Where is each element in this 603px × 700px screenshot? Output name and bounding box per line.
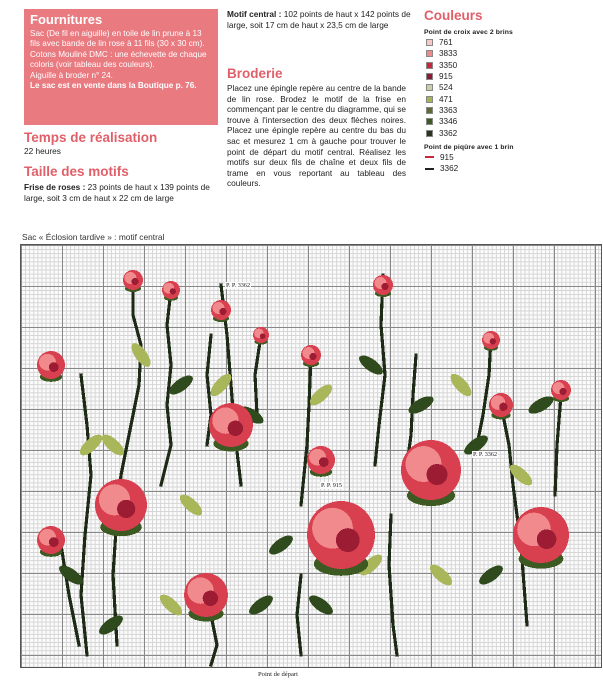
legend-croix-row (424, 60, 594, 71)
stem (297, 575, 301, 655)
legend-croix-row (424, 105, 594, 116)
pp-label-3362-right: P. P. 3362 (473, 451, 498, 458)
color-swatch (426, 130, 433, 137)
fournitures-line-4: Le sac est en vente dans la Boutique p. 76. (30, 81, 197, 91)
motif-text: 102 points de haut x 142 points de large, soit 17 cm de haut x 23,5 cm de large (227, 9, 411, 30)
fournitures-line-3: Aiguille à broder n° 24. (30, 70, 113, 80)
rose (37, 526, 65, 557)
rose (489, 393, 513, 419)
legend-croix-row (424, 82, 594, 93)
cross-stitch-grid (20, 244, 602, 668)
color-code: 3350 (439, 60, 458, 70)
stem (211, 615, 217, 665)
fournitures-title: Fournitures (30, 12, 103, 27)
taille-frise (24, 182, 218, 203)
stitch-line-swatch (425, 156, 434, 158)
frise-label: Frise de roses : (24, 182, 86, 192)
color-code: 3346 (439, 117, 458, 127)
rose (162, 281, 180, 301)
leaf (306, 592, 336, 618)
stem (61, 545, 79, 645)
rose (307, 446, 335, 477)
color-swatch (426, 107, 433, 114)
color-swatch (426, 39, 433, 46)
color-code: 3362 (439, 128, 458, 138)
stem (161, 290, 171, 485)
fournitures-line-2: Cotons Mouliné DMC : une échevette de chaque coloris (voir tableau des couleurs). (30, 49, 207, 70)
frise-text: 23 points de haut x 139 points de large, soit 3 cm de haut x 22 cm de large (24, 182, 210, 203)
rose-pattern (21, 245, 603, 669)
stem (301, 355, 311, 505)
taille-title: Taille des motifs (24, 164, 129, 179)
legend-piqure-row (424, 163, 594, 174)
leaf (246, 592, 276, 618)
rose (184, 573, 228, 621)
rose (551, 380, 571, 402)
legend-croix-row (424, 48, 594, 59)
croix-label: Point de croix avec 2 brins (424, 29, 513, 36)
rose (95, 479, 147, 536)
color-swatch (426, 62, 433, 69)
chart-caption: Sac « Éclosion tardive » : motif central (22, 232, 165, 242)
leaf (427, 561, 456, 589)
leaf (526, 393, 556, 417)
color-code: 3833 (439, 49, 458, 59)
broderie-title: Broderie (227, 66, 283, 81)
leaf (77, 431, 106, 459)
stem (255, 335, 261, 415)
leaf (447, 371, 475, 400)
piqure-label: Point de piqûre avec 1 brin (424, 143, 514, 151)
rose (482, 331, 500, 351)
color-code: 3362 (440, 164, 459, 174)
stem (113, 285, 141, 645)
rose (209, 403, 253, 451)
rose (373, 275, 393, 297)
color-code: 915 (440, 152, 454, 162)
stem (389, 515, 397, 655)
legend-croix-row (424, 71, 594, 82)
temps-value: 22 heures (24, 146, 61, 156)
color-code: 471 (439, 94, 453, 104)
stem (81, 375, 91, 655)
leaf (177, 491, 206, 519)
color-code: 761 (439, 38, 453, 48)
pp-label-3362-top: P. P. 3362 (226, 282, 251, 289)
color-code: 3363 (439, 105, 458, 115)
stitch-line-swatch (425, 168, 434, 170)
color-swatch (426, 50, 433, 57)
rose (123, 270, 143, 292)
color-swatch (426, 96, 433, 103)
rose (513, 507, 569, 569)
rose (401, 440, 461, 506)
leaf (406, 393, 436, 417)
color-swatch (426, 73, 433, 80)
legend-croix-row (424, 116, 594, 127)
leaf (356, 352, 386, 378)
leaf (157, 591, 186, 619)
croix-list (424, 37, 594, 139)
leaf (96, 612, 126, 638)
legend-piqure-row (424, 152, 594, 163)
fournitures-box (24, 9, 218, 125)
rose (253, 327, 269, 345)
piqure-list (424, 152, 594, 175)
temps-title: Temps de réalisation (24, 130, 158, 145)
start-point-label: Point de départ (258, 671, 298, 678)
color-code: 915 (439, 72, 453, 82)
leaf (99, 431, 128, 459)
fournitures-line-1: Sac (De fil en aiguille) en toile de lin prune à 13 fils avec bande de lin rose à 11 fils (30 x 30 cm). (30, 29, 205, 49)
legend-croix-row (424, 127, 594, 138)
rose (301, 345, 321, 367)
color-swatch (426, 118, 433, 125)
legend-croix-row (424, 37, 594, 48)
leaf (266, 532, 296, 558)
couleurs-title: Couleurs (424, 8, 483, 23)
rose (307, 501, 375, 576)
legend-croix-row (424, 93, 594, 104)
broderie-text: Placez une épingle repère au centre de la bande de lin rose. Brodez le motif de la frise en commençant par le centre du diagramme, qui se trouve à l'intersection des deux flèches noires. Placez une épingle repère au centre du bas du sac et mesurez 1 cm à gauche pour trouver le point de départ du motif central. Réalisez les motifs sur deux fils de chaîne et deux fils de trame en vous reportant au tableau des couleurs. (227, 83, 406, 189)
color-code: 524 (439, 83, 453, 93)
pp-label-915: P. P. 915 (321, 482, 342, 489)
rose (211, 300, 231, 322)
motif-central (227, 9, 417, 30)
stem (555, 395, 561, 495)
color-swatch (426, 84, 433, 91)
couleurs-legend (424, 9, 594, 174)
rose (37, 351, 65, 382)
motif-label: Motif central : (227, 9, 282, 19)
leaf (476, 562, 506, 588)
